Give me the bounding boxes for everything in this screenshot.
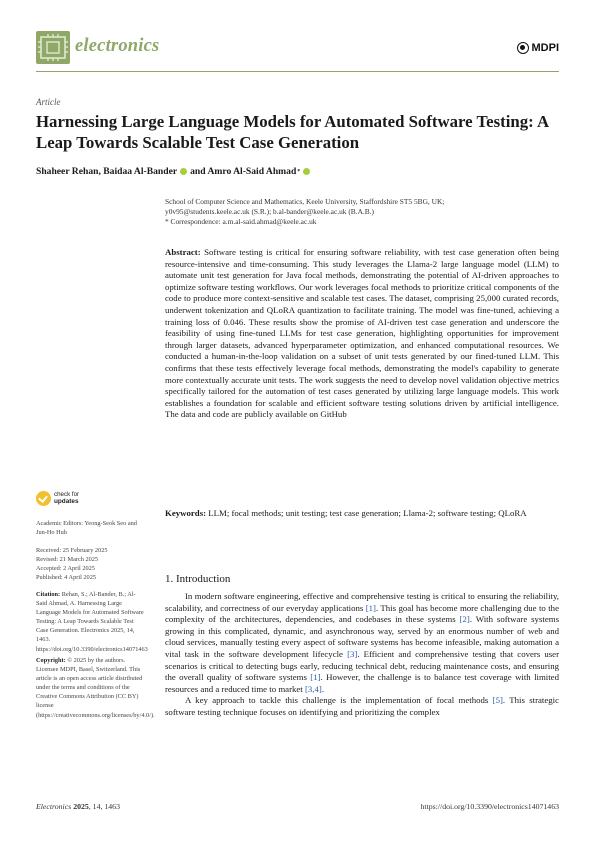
- journal-name: electronics: [75, 36, 160, 56]
- footer-year: 2025: [73, 802, 89, 811]
- author-name: and Amro Al-Said Ahmad: [190, 166, 297, 177]
- paragraph-text: . Efficient and comprehensive testing that covers user scenarios is critical to detecting bugs early, reducing technical debt, reducing maintenance costs, and ensuring the overall quality of software systems: [165, 648, 560, 683]
- abstract-label: Abstract:: [165, 247, 201, 257]
- check-for-updates-badge[interactable]: [36, 491, 79, 506]
- received-date: Received: 25 February 2025: [36, 547, 108, 554]
- paragraph-text: . This goal has become more challenging due to the complexity of the architectures, dependencies, and codebases in these systems: [165, 602, 559, 625]
- published-date: Published: 4 April 2025: [36, 574, 96, 582]
- author-name: Shaheer Rehan,: [36, 166, 101, 177]
- footer-citation: [36, 802, 120, 811]
- copyright-text: © 2025 by the authors. Licensee MDPI, Basel, Switzerland. This article is an open access article distributed under the terms and conditions of the Creative Commons Attribution (CC BY) license (https://creativecommons.org/licenses/by/4.0/).: [36, 657, 155, 719]
- check-updates-line2: updates: [54, 497, 79, 505]
- orcid-icon[interactable]: [180, 168, 187, 175]
- header-divider: [36, 71, 559, 72]
- paragraph: [165, 591, 559, 695]
- corresponding-mark: *: [297, 168, 301, 175]
- citation-label: Citation:: [36, 591, 61, 598]
- paragraph: [165, 695, 559, 718]
- keywords: [165, 508, 559, 520]
- citation-text: Rehan, S.; Al-Bander, B.; Al-Said Ahmad, A. Harnessing Large Language Models for Automated Software Testing: A Leap Towards Scalable Test Case Generation. Electronics 2025, 14, 1463. https://doi.org/10.3390/electronics14071463: [36, 591, 148, 653]
- check-updates-line1: check for: [54, 490, 80, 498]
- paragraph-text: .: [321, 683, 325, 694]
- paper-title: Harnessing Large Language Models for Automated Software Testing: A Leap Towards Scalable Test Case Generation: [36, 112, 549, 152]
- check-updates-icon: [36, 491, 51, 506]
- paragraph-text: . This strategic software testing technique focuses on identifying and prioritizing the complex: [165, 695, 560, 717]
- footer-doi-link[interactable]: https://doi.org/10.3390/electronics14071463: [420, 802, 559, 811]
- introduction-body: [165, 591, 559, 719]
- copyright-label: Copyright:: [36, 657, 66, 664]
- author-name: Baidaa Al-Bander: [103, 166, 178, 177]
- affiliation-line: School of Computer Science and Mathematics, Keele University, Staffordshire ST5 5BG, UK;: [165, 197, 445, 206]
- citation-link[interactable]: [3]: [347, 648, 358, 659]
- footer-journal: Electronics: [36, 802, 72, 811]
- keywords-label: Keywords:: [165, 508, 207, 518]
- paragraph-text: In modern software engineering, effective and comprehensive testing is critical to ensuring the reliability, scalability, and correctness of our everyday applications: [165, 591, 559, 613]
- section-heading: 1. Introduction: [165, 573, 231, 585]
- journal-logo-icon: [36, 31, 70, 64]
- orcid-icon[interactable]: [303, 168, 310, 175]
- citation-link[interactable]: [2]: [459, 614, 470, 625]
- affiliations: [165, 197, 560, 227]
- publisher-mark-icon: [517, 42, 529, 54]
- paragraph-text: A key approach to tackle this challenge is the implementation of focal methods: [185, 695, 493, 706]
- abstract: [165, 247, 559, 421]
- paragraph-text: . However, the challenge is to balance test coverage with limited resources and a reduced time to market: [165, 672, 559, 694]
- academic-editors: Academic Editors: Yeong-Seok Seo and Jun-Ho Huh: [36, 520, 137, 537]
- article-type: Article: [36, 97, 61, 107]
- paragraph-text: . With software systems growing in this complicated, dynamic, and asynchronous way, served by an enormous number of web and cloud services, manually testing every aspect of software systems has become infeasible, making automation a vital task in the software development lifecycle: [165, 614, 559, 659]
- accepted-date: Accepted: 2 April 2025: [36, 565, 95, 573]
- revised-date: Revised: 21 March 2025: [36, 556, 99, 564]
- footer-volume: , 14, 1463: [88, 802, 120, 811]
- copyright-block: [36, 656, 155, 720]
- author-emails: y0v95@students.keele.ac.uk (S.R.); b.al-bander@keele.ac.uk (B.A.B.): [165, 207, 374, 216]
- citation-link[interactable]: [1]: [365, 602, 376, 613]
- citation-link[interactable]: [1]: [310, 672, 321, 683]
- citation-link[interactable]: [3,4]: [304, 683, 322, 694]
- abstract-text: Software testing is critical for ensuring software reliability, with test case generation often being resource-intensive and time-consuming. This study leverages the Llama-2 large language model (LLM) to automate unit test generation for Java focal methods, demonstrating the potential of AI-driven approaches to optimize software testing workflows. Our work leverages focal methods to prioritize critical components of the code to produce more context-sensitive and scalable test cases. The dataset, comprising 25,000 curated records, underwent tokenization and QLoRA quantization to facilitate training. The model was fine-tuned, achieving a training loss of 0.046. These results show the promise of AI-driven test case generation and underscore the feasibility of using fine-tuned LLMs for test case generation, highlighting opportunities for improvement through larger datasets, advanced hyperparameter optimization, and enhanced computational resources. We conducted a human-in-the-loop validation on a subset of unit tests generated by our fined-tuned LLM. This confirms that these tests effectively leverage focal methods, demonstrating the model's capability to generate more contextually accurate unit tests. The work suggests the need to develop novel validation objective metrics specifically tailored for the automation of test cases generated by utilizing large language models. This work establishes a foundation for scalable and efficient software testing solutions driven by artificial intelligence. The data and code are publicly available on GitHub: [165, 247, 559, 420]
- publisher-logo: [517, 42, 560, 54]
- keywords-text: LLM; focal methods; unit testing; test case generation; Llama-2; software testing; QLoRA: [208, 508, 527, 518]
- correspondence-line: * Correspondence: a.m.al-said.ahmad@keele.ac.uk: [165, 217, 317, 226]
- citation-link[interactable]: [5]: [492, 695, 503, 706]
- citation-block: [36, 590, 146, 654]
- publication-dates: [36, 546, 146, 582]
- author-list: [36, 166, 313, 177]
- publisher-name: MDPI: [531, 42, 559, 54]
